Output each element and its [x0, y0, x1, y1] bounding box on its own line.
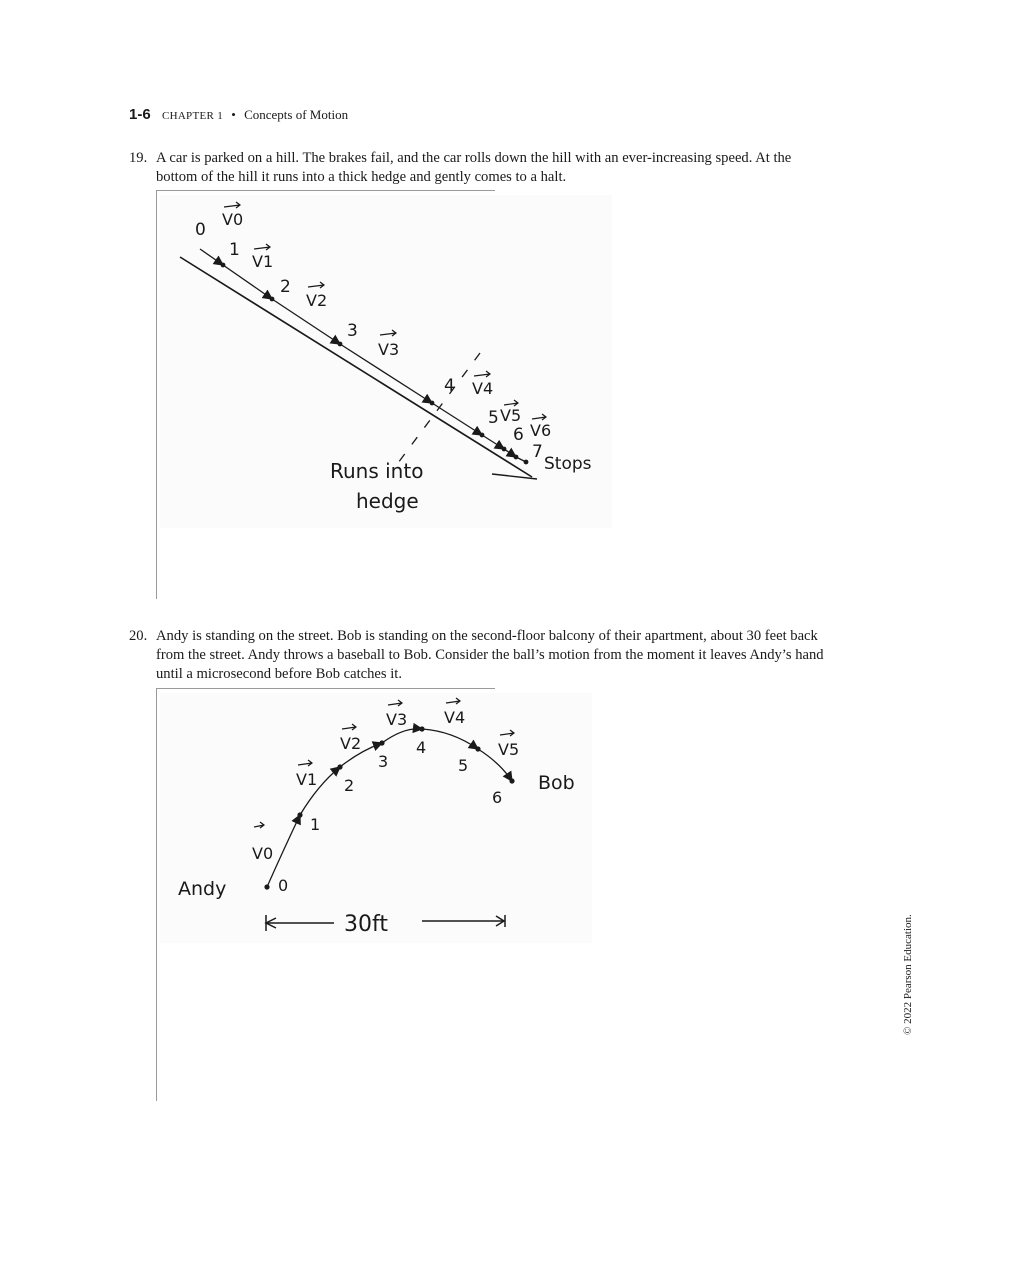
ball-dot-6 [509, 778, 514, 783]
dot-label-5: 5 [488, 408, 499, 428]
dot-6 [502, 447, 507, 452]
problem-20 [129, 627, 829, 684]
velocity-label-4: V4 [444, 708, 466, 727]
velocity-label-1: V1 [252, 252, 274, 271]
dot-label-6: 6 [513, 425, 524, 445]
dot-label-2: 2 [344, 776, 355, 795]
dot-7 [514, 455, 519, 460]
velocity-label-0: V0 [222, 210, 244, 229]
dot-label-5: 5 [458, 756, 469, 775]
running-header [129, 106, 348, 123]
over-arrow-6 [532, 414, 546, 420]
page-number: 1-6 [129, 106, 151, 123]
motion-diagram-19 [160, 195, 612, 528]
problem-text: Andy is standing on the street. Bob is standing on the second-floor balcony of their apartment, about 30 feet back from the street. Andy throws a baseball to Bob. Consider the ball’s motion from the moment it leaves Andy’s hand until a microsecond before Bob catches it. [156, 628, 824, 682]
problem-text: A car is parked on a hill. The brakes fail, and the car rolls down the hill with an ever-increasing speed. At the bottom of the hill it runs into a thick hedge and gently comes to a halt. [156, 150, 792, 185]
runs-into-label: Runs into [330, 459, 424, 483]
dot-1 [221, 263, 226, 268]
problem-19 [129, 149, 829, 187]
over-arrow-5 [500, 730, 514, 736]
velocity-arrow-4 [422, 729, 478, 749]
velocity-label-5: V5 [498, 740, 520, 759]
car-on-hill-sketch [160, 195, 612, 528]
copyright-notice: © 2022 Pearson Education. [902, 914, 914, 1035]
dot-5 [480, 433, 485, 438]
over-arrow-2 [342, 724, 356, 730]
dot-label-2: 2 [280, 277, 291, 297]
velocity-label-5: V5 [500, 406, 522, 425]
dot-label-0: 0 [278, 876, 289, 895]
velocity-label-1: V1 [296, 770, 318, 789]
chapter-title: Concepts of Motion [244, 107, 349, 122]
dot-3 [338, 342, 343, 347]
dot-label-6: 6 [492, 788, 503, 807]
dot-label-3: 3 [378, 752, 389, 771]
velocity-label-3: V3 [386, 710, 408, 729]
andy-label: Andy [178, 878, 227, 900]
ball-dot-5 [475, 746, 480, 751]
over-arrow-0 [224, 202, 240, 208]
ball-dot-4 [419, 726, 424, 731]
header-bullet: • [231, 107, 236, 122]
dot-label-3: 3 [347, 321, 358, 341]
dot-4 [430, 401, 435, 406]
over-arrow-2 [308, 282, 324, 288]
dot-label-7: 7 [532, 442, 543, 462]
ball-dot-1 [297, 812, 302, 817]
hedge-dashed-line [398, 353, 480, 463]
ball-dot-0 [264, 884, 269, 889]
over-arrow-1 [254, 244, 270, 250]
dot-label-1: 1 [229, 240, 240, 260]
dot-label-4: 4 [416, 738, 427, 757]
dot-label-0: 0 [195, 220, 206, 240]
dot-stop [524, 460, 529, 465]
over-arrow-3 [380, 330, 396, 336]
ball-dot-3 [379, 740, 384, 745]
over-arrow-0 [254, 822, 264, 828]
velocity-label-4: V4 [472, 379, 494, 398]
problem-number: 20. [129, 628, 148, 644]
chapter-label: CHAPTER 1 [161, 110, 224, 122]
velocity-arrow-0 [200, 249, 223, 265]
over-arrow-1 [298, 760, 312, 766]
dot-2 [270, 297, 275, 302]
velocity-label-2: V2 [340, 734, 362, 753]
stops-label: Stops [544, 454, 592, 474]
distance-label: 30ft [344, 912, 388, 937]
over-arrow-3 [388, 700, 402, 706]
hill-line [180, 257, 532, 477]
ball-dot-2 [337, 764, 342, 769]
over-arrow-4 [446, 698, 460, 704]
problem-number: 19. [129, 150, 148, 166]
baseball-throw-sketch [160, 693, 592, 943]
velocity-label-2: V2 [306, 291, 328, 310]
over-arrow-4 [474, 371, 490, 377]
motion-diagram-20 [160, 693, 592, 943]
dot-label-4: 4 [444, 376, 455, 396]
velocity-label-0: V0 [252, 844, 274, 863]
hedge-label: hedge [356, 489, 419, 513]
velocity-label-6: V6 [530, 421, 552, 440]
dot-label-1: 1 [310, 815, 321, 834]
bob-label: Bob [538, 772, 575, 794]
velocity-label-3: V3 [378, 340, 400, 359]
